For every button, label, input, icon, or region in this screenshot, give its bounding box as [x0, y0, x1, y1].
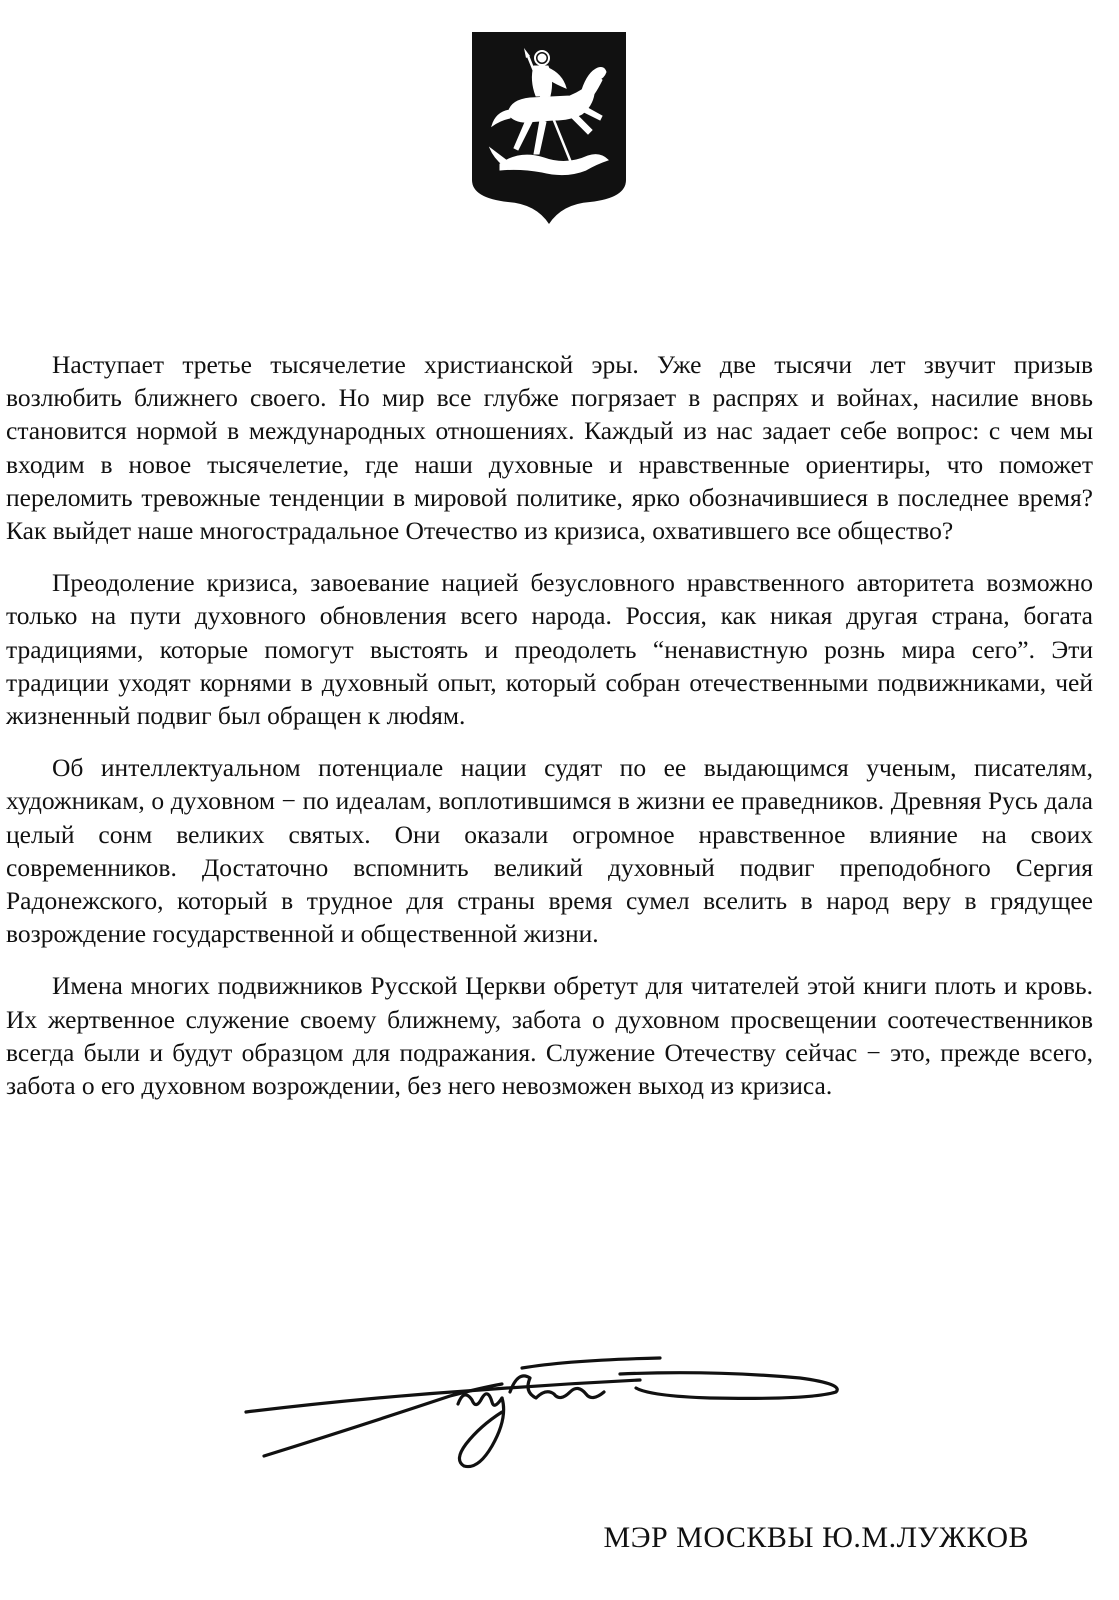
coat-of-arms-emblem — [470, 30, 628, 226]
saint-george-emblem-icon — [470, 30, 628, 226]
letter-body — [6, 348, 1093, 1121]
body-paragraph: Об интеллектуальном потенциале нации судят по ее выдающимся ученым, писателям, художникам, о духовном − по идеалам, воплотившимся в жизни ее праведников. Древняя Русь дала целый сонм великих святых. Они оказали огромное нравственное влияние на своих современников. Достаточно вспомнить великий духовный подвиг преподобного Сергия Радонежского, который в трудное для страны время сумел вселить в народ веру в грядущее возрождение государственной и общественной жизни. — [6, 753, 1093, 949]
body-paragraph: Преодоление кризиса, завоевание нацией безусловного нравственного авторитета возможно только на пути духовного обновления всего народа. Россия, как никая другая страна, богата традициями, которые помогут выстоять и преодолеть “ненавистную рознь мира сего”. Эти традиции уходят корнями в духовный опыт, который собран отечественными подвижниками, чей жизненный подвиг был обращен к люdям. — [6, 568, 1093, 731]
signature-icon — [240, 1348, 850, 1488]
body-paragraph: Наступает третье тысячелетие христианской эры. Уже две тысячи лет звучит призыв возлюбить ближнего своего. Но мир все глубже погрязает в распрях и войнах, насилие вновь становится нормой в международных отношениях. Каждый из нас задает себе вопрос: с чем мы входим в новое тысячелетие, где наши духовные и нравственные ориентиры, что поможет переломить тревожные тенденции в мировой политике, ярко обозначившиеся в последнее время? Как выйдет наше многострадальное Отечество из кризиса, охватившего все общество? — [6, 350, 1093, 546]
handwritten-signature — [240, 1348, 850, 1488]
body-paragraph: Имена многих подвижников Русской Церкви обретут для читателей этой книги плоть и кровь. Их жертвенное служение своему ближнему, забота о духовном просвещении соотечественников всегда были и будут образцом для подражания. Служение Отечеству сейчас − это, прежде всего, забота о его духовном возрождении, без него невозможен выход из кризиса. — [6, 971, 1093, 1101]
author-signature-line: МЭР МОСКВЫ Ю.М.ЛУЖКОВ — [603, 1521, 1029, 1554]
